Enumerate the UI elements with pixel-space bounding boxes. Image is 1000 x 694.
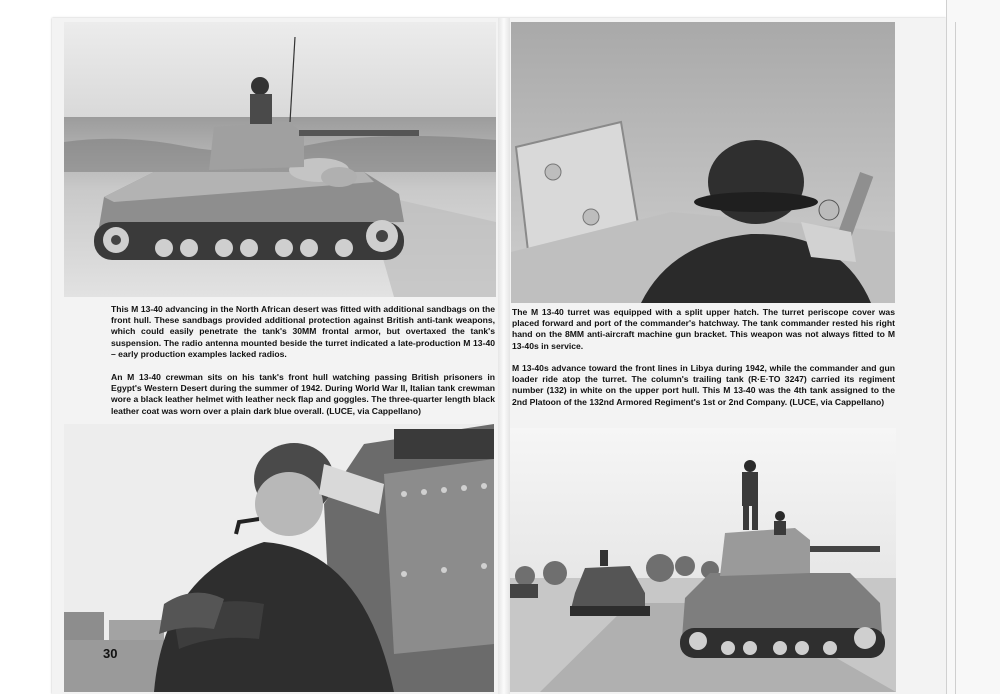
photo-crewman-seated: [64, 424, 494, 692]
caption-middle-left: An M 13-40 crewman sits on his tank's front hull watching passing British prisoners in Egypt's Western Desert during the summer of 1942. During World War II, Italian tank crewman wore a black leather helmet with leather neck flap and goggles. The three-quarter length black leather coat was worn over a plain dark blue overall. (LUCE, via Cappellano): [111, 372, 495, 416]
book-gutter: [498, 18, 510, 694]
page-number: 30: [103, 646, 118, 661]
photo-turret-hatch: [511, 22, 895, 303]
scan-edge-right: [946, 0, 1000, 694]
caption-top-left: This M 13-40 advancing in the North African desert was fitted with additional sandbags on the front hull. These sandbags provided additional protection against British anti-tank weapons, which could easily penetrate the tank's 30MM frontal armor, but overtaxed the tank's suspension. The radio antenna mounted beside the turret indicated a late-production M 13-40 – early production examples lacked radios.: [111, 304, 495, 359]
caption-middle-right: M 13-40s advance toward the front lines in Libya during 1942, while the commander and gun loader ride atop the turret. The column's trailing tank (R·E·TO 3247) carried its regiment number (132) in white on the upper port hull. This M 13-40 was the 4th tank assigned to the 2nd Platoon of the 132nd Armored Regiment's 1st or 2nd Company. (LUCE, via Cappellano): [512, 363, 895, 407]
photo-tank-column: [510, 428, 896, 692]
scan-edge-left: [0, 0, 52, 694]
caption-top-right: The M 13-40 turret was equipped with a split upper hatch. The turret periscope cover was placed forward and port of the commander's hatchway. The tank commander rested his right hand on the 8MM anti-aircraft machine gun bracket. This weapon was not always fitted to M 13-40s in service.: [512, 307, 895, 351]
photo-tank-desert: [64, 22, 496, 297]
